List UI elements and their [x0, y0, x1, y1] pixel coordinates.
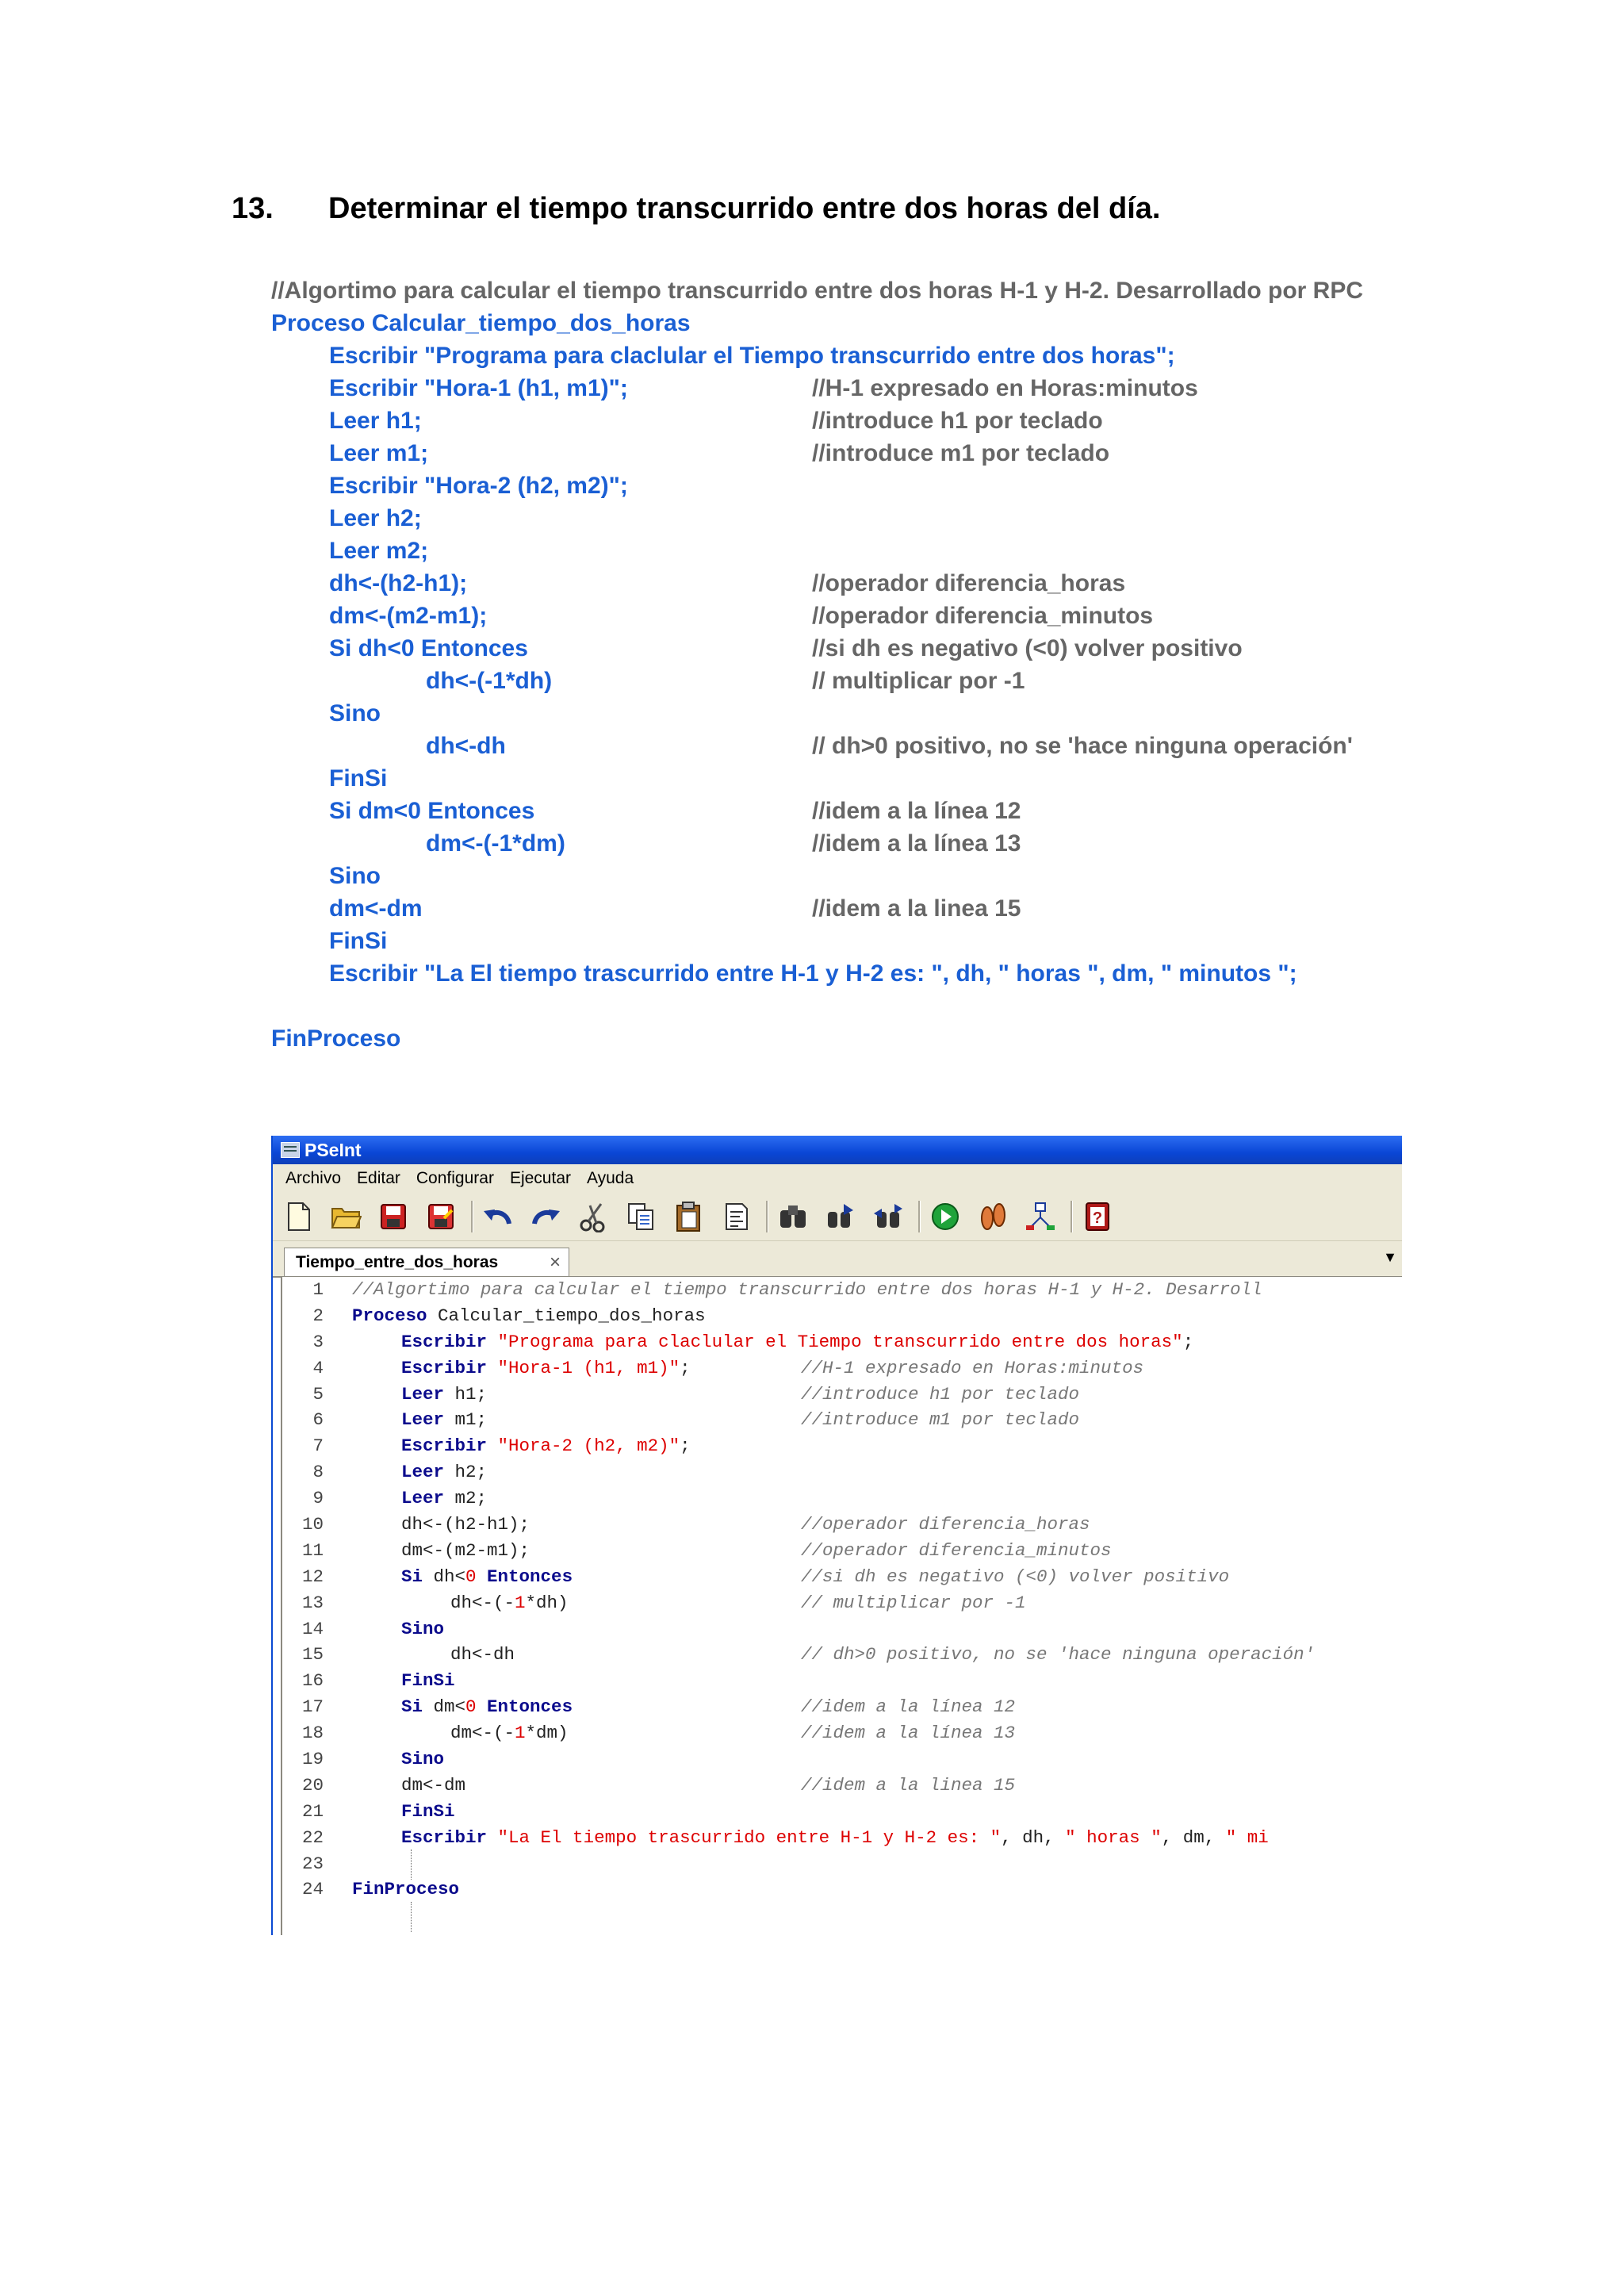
line-text — [401, 1694, 573, 1720]
line-text — [401, 1459, 487, 1485]
window-title: PSeInt — [304, 1139, 362, 1160]
line-number: 21 — [301, 1800, 324, 1822]
keyword: Escribir — [401, 1435, 488, 1457]
keyword: Escribir — [401, 1331, 488, 1352]
code-line: Escribir "Programa para claclular el Tiempo transcurrido entre dos horas"; — [329, 343, 1175, 369]
code-comment: //si dh es negativo (<0) volver positivo — [812, 635, 1243, 661]
editor-line — [282, 1799, 1402, 1825]
line-number: 13 — [301, 1592, 324, 1613]
code-line: Si dh<0 Entonces — [329, 635, 528, 661]
line-number: 20 — [301, 1774, 324, 1796]
string-literal: "La El tiempo trascurrido entre H-1 y H-2 es: " — [497, 1826, 1002, 1848]
code-comment: //idem a la linea 15 — [812, 895, 1021, 922]
code-text: m2; — [444, 1488, 488, 1509]
code-comment: // dh>0 positivo, no se 'hace ninguna operación' — [801, 1644, 1316, 1665]
line-text — [401, 1825, 1269, 1851]
help-icon[interactable] — [1080, 1199, 1115, 1234]
number-literal: 1 — [515, 1592, 526, 1613]
number-literal: 0 — [465, 1566, 477, 1587]
editor-line — [282, 1590, 1402, 1616]
editor-line — [282, 1329, 1402, 1355]
editor-line — [282, 1694, 1402, 1720]
line-number: 22 — [301, 1826, 324, 1848]
line-number: 17 — [301, 1696, 324, 1718]
code-text: dh<-(- — [450, 1592, 515, 1613]
paste-icon[interactable] — [671, 1199, 706, 1234]
save-as-icon[interactable] — [423, 1199, 458, 1234]
code-text: dm<-(m2-m1); — [401, 1539, 530, 1561]
editor-line — [282, 1825, 1402, 1851]
open-folder-icon[interactable] — [328, 1199, 363, 1234]
line-text — [401, 1329, 1193, 1355]
keyword: Sino — [401, 1618, 445, 1639]
code-text: ; — [1182, 1331, 1194, 1352]
code-text: , dh, — [1001, 1826, 1066, 1848]
keyword: Leer — [401, 1488, 445, 1509]
line-text — [352, 1277, 1262, 1303]
code-line: dm<-dm — [329, 895, 423, 922]
redo-icon[interactable] — [528, 1199, 563, 1234]
editor-line — [282, 1564, 1402, 1590]
code-text: ; — [680, 1435, 691, 1457]
code-comment: //operador diferencia_horas — [812, 570, 1126, 596]
code-text: h2; — [444, 1462, 488, 1483]
svg-text:?: ? — [1092, 1209, 1103, 1227]
line-text — [401, 1382, 487, 1408]
editor-line — [282, 1407, 1402, 1433]
string-literal: "Programa para claclular el Tiempo transcurrido entre dos horas" — [497, 1331, 1183, 1352]
line-text — [401, 1355, 691, 1382]
cut-icon[interactable] — [576, 1199, 611, 1234]
keyword: Escribir — [401, 1357, 488, 1378]
keyword: Entonces — [476, 1696, 573, 1718]
menu-ejecutar[interactable]: Ejecutar — [509, 1169, 571, 1187]
line-number: 2 — [312, 1305, 324, 1326]
line-number: 9 — [312, 1488, 324, 1509]
line-number: 14 — [301, 1618, 324, 1639]
find-icon[interactable] — [776, 1199, 810, 1234]
editor-line — [282, 1277, 1402, 1303]
code-text: m1; — [444, 1409, 488, 1431]
intro-comment: //Algortimo para calcular el tiempo transcurrido entre dos horas H-1 y H-2. Desarrollado por RPC — [271, 278, 1363, 304]
editor-line — [282, 1382, 1402, 1408]
menu-ayuda[interactable]: Ayuda — [587, 1169, 634, 1187]
line-number: 24 — [301, 1879, 324, 1900]
code-line: FinSi — [329, 928, 388, 954]
step-icon[interactable] — [975, 1199, 1010, 1234]
line-text — [352, 1303, 706, 1329]
editor-line — [282, 1355, 1402, 1382]
code-line: FinSi — [329, 765, 388, 792]
menu-configurar[interactable]: Configurar — [416, 1169, 494, 1187]
new-file-icon[interactable] — [281, 1199, 316, 1234]
line-text — [401, 1485, 487, 1512]
code-comment: //operador diferencia_minutos — [801, 1539, 1112, 1561]
find-next-icon[interactable] — [823, 1199, 858, 1234]
finproceso-line: FinProceso — [271, 1025, 401, 1052]
code-text: , dm, — [1161, 1826, 1226, 1848]
code-comment: //introduce m1 por teclado — [812, 440, 1110, 466]
code-text: dm<-(- — [450, 1723, 515, 1744]
code-comment: //idem a la línea 13 — [812, 830, 1021, 857]
code-comment: //introduce m1 por teclado — [801, 1409, 1080, 1431]
code-line: Escribir "Hora-2 (h2, m2)"; — [329, 473, 628, 499]
undo-icon[interactable] — [481, 1199, 515, 1234]
editor-line — [282, 1512, 1402, 1538]
code-comment: //H-1 expresado en Horas:minutos — [812, 375, 1198, 401]
toolbar — [273, 1193, 1402, 1241]
line-text — [401, 1407, 487, 1433]
line-number: 16 — [301, 1670, 324, 1692]
code-text: dh< — [423, 1566, 466, 1587]
line-text — [401, 1433, 691, 1459]
toolbar-separator — [766, 1201, 768, 1232]
editor-line — [282, 1485, 1402, 1512]
line-number: 19 — [301, 1749, 324, 1770]
string-literal: "Hora-2 (h2, m2)" — [497, 1435, 680, 1457]
code-comment: // dh>0 positivo, no se 'hace ninguna operación' — [812, 733, 1353, 759]
run-icon[interactable] — [928, 1199, 963, 1234]
code-text: *dh) — [525, 1592, 569, 1613]
string-literal: " mi — [1225, 1826, 1269, 1848]
code-text: dm< — [423, 1696, 466, 1718]
code-text: ; — [680, 1357, 691, 1378]
editor-line — [282, 1433, 1402, 1459]
keyword: FinProceso — [352, 1879, 460, 1900]
pseint-window — [271, 1136, 1402, 1935]
window-titlebar[interactable] — [273, 1136, 1402, 1164]
code-text: dh<-dh — [450, 1644, 515, 1665]
code-line: dh<-dh — [426, 733, 506, 759]
section-number: 13. — [232, 192, 274, 225]
keyword: FinSi — [401, 1670, 455, 1692]
line-number: 5 — [312, 1383, 324, 1405]
toolbar-separator — [918, 1201, 920, 1232]
code-text: dm<-dm — [401, 1774, 466, 1796]
indent-guide — [411, 1902, 412, 1932]
line-number: 6 — [312, 1409, 324, 1431]
code-editor[interactable] — [281, 1277, 1402, 1935]
editor-line — [282, 1642, 1402, 1668]
line-text — [450, 1590, 569, 1616]
code-line: dm<-(m2-m1); — [329, 603, 488, 629]
code-line: Si dm<0 Entonces — [329, 798, 535, 824]
code-comment: //introduce h1 por teclado — [801, 1383, 1080, 1405]
code-comment: //H-1 expresado en Horas:minutos — [801, 1357, 1144, 1378]
toolbar-separator — [1071, 1201, 1072, 1232]
keyword: Si — [401, 1566, 423, 1587]
editor-line — [282, 1773, 1402, 1799]
code-line: dh<-(-1*dh) — [426, 668, 553, 694]
code-comment: // multiplicar por -1 — [801, 1592, 1026, 1613]
code-line: Leer m2; — [329, 538, 429, 564]
line-number: 10 — [301, 1514, 324, 1535]
toolbar-separator — [471, 1201, 473, 1232]
code-text: dh<-(h2-h1); — [401, 1514, 530, 1535]
pseudocode-listing — [271, 274, 1394, 1055]
line-number: 23 — [301, 1853, 324, 1874]
keyword: Proceso — [352, 1305, 427, 1326]
editor-line — [282, 1459, 1402, 1485]
code-line: Sino — [329, 863, 381, 889]
string-literal: " horas " — [1065, 1826, 1162, 1848]
line-number: 11 — [301, 1539, 324, 1561]
code-text: *dm) — [525, 1723, 569, 1744]
diagram-icon[interactable] — [1023, 1199, 1058, 1234]
code-comment: //operador diferencia_horas — [801, 1514, 1090, 1535]
menu-editar[interactable]: Editar — [357, 1169, 400, 1187]
editor-line — [282, 1538, 1402, 1564]
code-line: Leer h1; — [329, 408, 422, 434]
keyword: Leer — [401, 1462, 445, 1483]
keyword: Si — [401, 1696, 423, 1718]
code-line: Leer h2; — [329, 505, 422, 531]
code-line: Sino — [329, 700, 381, 726]
editor-line — [282, 1616, 1402, 1642]
tab-strip — [273, 1241, 1402, 1278]
menu-archivo[interactable]: Archivo — [285, 1169, 342, 1187]
proceso-line: Proceso Calcular_tiempo_dos_horas — [271, 310, 691, 336]
code-text: h1; — [444, 1383, 488, 1405]
code-comment: //idem a la línea 13 — [801, 1723, 1016, 1744]
menu-bar — [273, 1164, 1402, 1193]
code-text: Calcular_tiempo_dos_horas — [427, 1305, 706, 1326]
code-comment: //idem a la linea 15 — [801, 1774, 1016, 1796]
tab-tiempo-entre-dos-horas[interactable] — [284, 1248, 569, 1276]
keyword: Sino — [401, 1749, 445, 1770]
line-number: 4 — [312, 1357, 324, 1378]
editor-line — [282, 1746, 1402, 1773]
code-comment: //operador diferencia_minutos — [812, 603, 1154, 629]
close-icon[interactable]: × — [549, 1251, 561, 1273]
keyword: Entonces — [476, 1566, 573, 1587]
editor-line — [282, 1851, 1402, 1877]
editor-line — [282, 1720, 1402, 1746]
replace-icon[interactable] — [871, 1199, 906, 1234]
code-line: Escribir "La El tiempo trascurrido entre H-1 y H-2 es: ", dh, " horas ", dm, " minutos "; — [329, 960, 1297, 987]
line-text — [450, 1720, 569, 1746]
pseint-app-icon — [281, 1142, 300, 1158]
tab-list-dropdown-icon[interactable]: ▼ — [1383, 1249, 1397, 1265]
code-line: Escribir "Hora-1 (h1, m1)"; — [329, 375, 628, 401]
editor-line — [282, 1303, 1402, 1329]
editor-line — [282, 1668, 1402, 1694]
line-number: 15 — [301, 1644, 324, 1665]
copy-icon[interactable] — [623, 1199, 658, 1234]
format-icon[interactable] — [718, 1199, 753, 1234]
editor-line — [282, 1876, 1402, 1903]
number-literal: 0 — [465, 1696, 477, 1718]
keyword: FinSi — [401, 1800, 455, 1822]
tab-label: Tiempo_entre_dos_horas — [296, 1252, 499, 1271]
line-number: 7 — [312, 1435, 324, 1457]
line-number: 8 — [312, 1462, 324, 1483]
keyword: Leer — [401, 1409, 445, 1431]
section-title: Determinar el tiempo transcurrido entre dos horas del día. — [328, 192, 1161, 225]
code-comment: //introduce h1 por teclado — [812, 408, 1103, 434]
number-literal: 1 — [515, 1723, 526, 1744]
line-number: 3 — [312, 1331, 324, 1352]
code-comment: //si dh es negativo (<0) volver positivo — [801, 1566, 1230, 1587]
code-line: dm<-(-1*dm) — [426, 830, 565, 857]
line-number: 12 — [301, 1566, 324, 1587]
code-line: dh<-(h2-h1); — [329, 570, 468, 596]
save-icon[interactable] — [376, 1199, 411, 1234]
line-number: 18 — [301, 1723, 324, 1744]
keyword: Leer — [401, 1383, 445, 1405]
code-comment: //idem a la línea 12 — [812, 798, 1021, 824]
code-comment: //Algortimo para calcular el tiempo transcurrido entre dos horas H-1 y H-2. Desarroll — [352, 1279, 1262, 1300]
code-comment: // multiplicar por -1 — [812, 668, 1025, 694]
code-line: Leer m1; — [329, 440, 429, 466]
code-comment: //idem a la línea 12 — [801, 1696, 1016, 1718]
string-literal: "Hora-1 (h1, m1)" — [497, 1357, 680, 1378]
keyword: Escribir — [401, 1826, 488, 1848]
line-number: 1 — [312, 1279, 324, 1300]
line-text — [401, 1564, 573, 1590]
